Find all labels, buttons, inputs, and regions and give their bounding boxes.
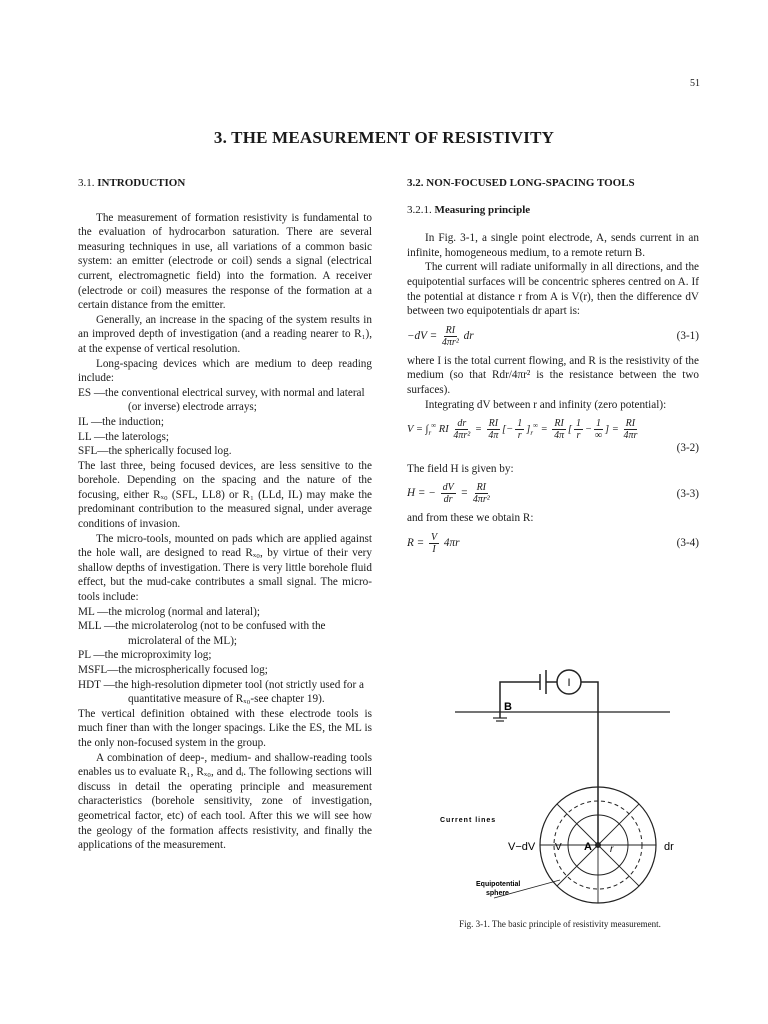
- return-label: B: [504, 701, 512, 713]
- resistivity-diagram: [420, 660, 700, 910]
- subheading-number: 3.2.1.: [407, 203, 432, 216]
- paragraph: In Fig. 3-1, a single point electrode, A, sends current in an infinite, homogeneous medium, to a remote return B.: [407, 232, 699, 259]
- list-item: HDT —the high-resolution dipmeter tool (not strictly used for a quantitative measure of Rₓ₀-see chapter 19).: [78, 678, 364, 706]
- paragraph: The vertical definition obtained with these electrode tools is much finer than with the longer spacings. Like the ES, the ML is the only non-focused system in the group.: [78, 707, 372, 749]
- paragraph: The field H is given by:: [407, 462, 514, 475]
- list-item: SFL—the spherically focused log.: [78, 445, 232, 458]
- paragraph: and from these we obtain R:: [407, 512, 534, 525]
- heading-number: 3.1.: [78, 177, 95, 189]
- list-item: ML —the microlog (normal and lateral);: [78, 605, 260, 618]
- list-item: MLL —the microlaterolog (not to be confused with the microlateral of the ML);: [78, 620, 326, 647]
- list-item: LL —the laterologs;: [78, 430, 169, 443]
- equation-3-1: −dV = $\frac{RI}{\text{4πr²}}$ dr (3-1): [407, 324, 699, 348]
- section-heading-nonfocused: 3.2. NON-FOCUSED LONG-SPACING TOOLS: [407, 177, 635, 189]
- electrode-label: A: [584, 841, 592, 853]
- equation-number: (3-3): [676, 487, 699, 500]
- paragraph: The measurement of formation resistivity is fundamental to the evaluation of hydrocarbon saturation. There are several measuring techniques in use, all variations of a common basic system: an emitter (electrode or coil) sends a signal (electrical current, electromagnetic field) into the formation. A receiver (electrode or coil) measures the response of the formation at a certain distance from the emitter.: [78, 211, 372, 312]
- paragraph: The micro-tools, mounted on pads which are applied against the hole wall, are designed to read Rₓ₀, by virtue of their very shallow depths of investigation. There is very little borehole fluid effect, but the mud-cake contributes a small signal. The micro-tools include:: [78, 532, 372, 604]
- current-lines-label: Current lines: [440, 817, 497, 824]
- paragraph: Long-spacing devices which are medium to deep reading include:: [78, 357, 372, 385]
- page-number: 51: [690, 78, 700, 89]
- equation-number: (3-1): [676, 329, 699, 342]
- vdv-label: V−dV: [508, 841, 536, 853]
- electrode-a-icon: [595, 842, 601, 848]
- list-item: PL —the microproximity log;: [78, 649, 212, 662]
- paragraph: The last three, being focused devices, are less sensitive to the borehole. Depending on the spacing and the nature of the focusing, either Rₓ₀ (SFL, LL8) or R₁ (LLd, IL) may make the predominant contribution to the measured signal, under average conditions of invasion.: [78, 459, 372, 531]
- list-item: MSFL—the microspherically focused log;: [78, 664, 268, 676]
- equation-3-3: H = − $\frac{dV}{dr}$ = $\frac{RI}{\text{4πr²}}$ (3-3): [407, 482, 699, 506]
- ammeter-label: I: [567, 677, 571, 689]
- paragraph: where I is the total current flowing, and R is the resistivity of the medium (so that Rdr/4πr² is the resistance between the two surfaces).: [407, 354, 699, 396]
- paragraph: Generally, an increase in the spacing of the system results in an improved depth of investigation (and a reading nearer to R₁), at the expense of vertical resolution.: [78, 313, 372, 355]
- equation-3-2: $V = \int_r^\infty$ RI $\frac{dr}{\text{4πr²}}$ = $\frac{RI}{4\pi}$ [− $\frac{1}{r}$ ]$_r^\infty$ = $\frac{RI}{4\pi}$ [ $\frac{1}{r}$ − $\frac{1}{\infty}$ ] = $\frac{RI}{4\pi r}$: [407, 418, 638, 442]
- equation-3-4: R = $\frac{V}{I}$ 4πr (3-4): [407, 531, 699, 555]
- section-heading-intro: [78, 176, 372, 191]
- equation-number: (3-2): [676, 442, 699, 455]
- dr-label: dr: [664, 841, 674, 853]
- list-item: IL —the induction;: [78, 415, 164, 428]
- paragraph: A combination of deep-, medium- and shallow-reading tools enables us to evaluate R₁, Rₓ₀, and dᵢ. The following sections will discuss in detail the operating principle and measurement characteristics (borehole sensitivity, zone of investigation, geometrical factor, etc) of each tool. After this we will see how the geology of the formation affects resistivity, and finally the applications of the measurement.: [78, 751, 372, 852]
- chapter-title: 3. THE MEASUREMENT OF RESISTIVITY: [213, 128, 555, 147]
- paragraph: The current will radiate uniformally in all directions, and the equipotential surfaces will be concentric spheres centred on A. If the potential at distance r from A is V(r), then the difference dV between two equipotentials dr apart is:: [407, 261, 699, 318]
- figure-caption: Fig. 3-1. The basic principle of resistivity measurement.: [459, 919, 661, 929]
- equipotential-label: Equipotential: [476, 881, 521, 888]
- subheading-text: Measuring principle: [434, 203, 531, 216]
- left-column: [78, 176, 372, 853]
- wire-to-electrode: [581, 682, 598, 845]
- radius-label: r: [610, 844, 614, 855]
- subsection-heading: [407, 203, 699, 218]
- equation-number: (3-4): [676, 537, 699, 550]
- v-label: V: [555, 842, 562, 853]
- right-column: [407, 176, 699, 561]
- figure-3-1: [420, 660, 700, 930]
- paragraph: Integrating dV between r and infinity (zero potential):: [425, 398, 667, 411]
- list-item: ES —the conventional electrical survey, with normal and lateral (or inverse) electrode arrays;: [78, 386, 365, 414]
- sphere-label: sphere: [486, 890, 509, 897]
- heading-text: INTRODUCTION: [97, 177, 186, 189]
